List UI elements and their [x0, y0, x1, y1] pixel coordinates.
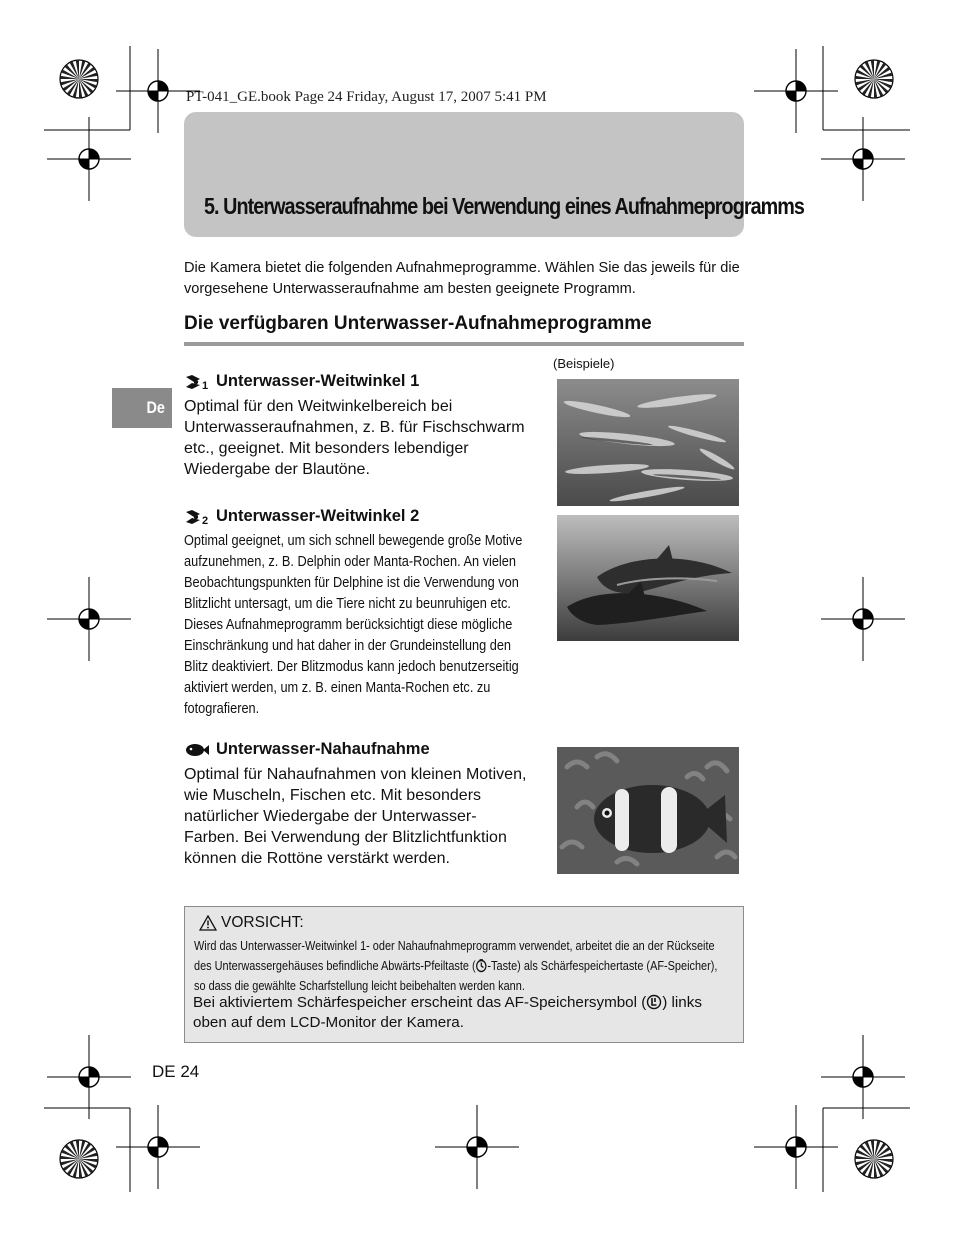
dolphins-photo — [557, 515, 739, 641]
svg-text:2: 2 — [202, 514, 209, 526]
af-lock-icon — [646, 994, 662, 1010]
language-tab — [112, 388, 172, 428]
star-target-icon — [855, 60, 893, 98]
barracuda-school-photo — [557, 379, 739, 506]
page-number: DE 24 — [152, 1062, 200, 1081]
registration-target-icon — [435, 1105, 519, 1189]
registration-target-icon — [754, 49, 838, 133]
star-target-icon — [855, 1140, 893, 1178]
program-1-text: Optimal für den Weitwinkelbereich bei Unterwasseraufnahmen, z. B. für Fischschwarm etc., geeignet. Mit besonders lebendiger Wiedergabe der Blautöne. — [184, 398, 525, 478]
self-timer-icon — [476, 959, 488, 973]
program-2-text: Optimal geeignet, um sich schnell bewegende große Motive aufzunehmen, z. B. Delphin oder Manta-Rochen. An vielen Beobachtungspunkten für Delphine ist die Verwendung von Blitzlicht untersagt, um die Tiere nicht zu beunruhigen etc. Dieses Aufnahmeprogramm berücksichtigt diese mögliche Einschränkung und hat daher in der Grundeinstellung den Blitz deaktiviert. Der Blitzmodus kann jedoch benutzerseitig aktiviert werden, um z. B. einen Manta-Rochen etc. zu fotografieren. — [184, 533, 523, 717]
caution-af-lock-part1: Bei aktiviertem Schärfespeicher erscheint das AF-Speichersymbol ( — [193, 994, 647, 1011]
svg-text:1: 1 — [202, 379, 209, 391]
language-tab-label: De — [146, 398, 166, 417]
caution-title: VORSICHT: — [221, 914, 304, 931]
underwater-wide1-icon — [184, 373, 210, 391]
section-rule — [184, 342, 744, 346]
registration-target-icon — [116, 1105, 200, 1189]
program-3-text: Optimal für Nahaufnahmen von kleinen Motiven, wie Muscheln, Fischen etc. Mit besonders natürlicher Wiedergabe der Unterwasser-Farben. Bei Verwendung der Blitzlichtfunktion können die Rottöne verstärkt werden. — [184, 766, 527, 867]
chapter-title: 5. Unterwasseraufnahme bei Verwendung eines Aufnahmeprogramms — [204, 193, 804, 219]
registration-target-icon — [754, 1105, 838, 1189]
program-1 — [184, 372, 529, 480]
caution-af-lock — [193, 993, 738, 1033]
program-2-title: Unterwasser-Weitwinkel 2 — [216, 507, 420, 525]
intro-paragraph: Die Kamera bietet die folgenden Aufnahmeprogramme. Wählen Sie das jeweils für die vorgesehene Unterwasseraufnahme am besten geeignete Programm. — [184, 260, 740, 297]
underwater-wide2-icon — [184, 508, 210, 526]
registration-target-icon — [821, 1035, 905, 1119]
program-1-title: Unterwasser-Weitwinkel 1 — [216, 372, 420, 390]
star-target-icon — [60, 60, 98, 98]
program-2 — [184, 507, 574, 720]
registration-target-icon — [821, 577, 905, 661]
program-3 — [184, 740, 529, 869]
underwater-macro-icon — [184, 741, 210, 759]
program-2-heading — [184, 507, 574, 526]
book-header: PT-041_GE.book Page 24 Friday, August 17, 2007 5:41 PM — [186, 89, 547, 105]
warning-triangle-icon — [199, 915, 217, 931]
registration-target-icon — [47, 577, 131, 661]
section-heading: Die verfügbaren Unterwasser-Aufnahmeprogramme — [184, 313, 652, 334]
caution-note — [194, 936, 732, 996]
program-3-title: Unterwasser-Nahaufnahme — [216, 740, 430, 758]
caution-af-lock-part2: ) links oben auf dem LCD-Monitor der Kamera. — [193, 994, 702, 1031]
caution-note-part2: -Taste) als Schärfespeichertaste (AF-Speicher), so dass die gewählte Scharfstellung leicht beibehalten werden kann. — [194, 958, 718, 993]
clownfish-photo — [557, 747, 739, 874]
program-3-heading — [184, 740, 529, 759]
caution-heading — [199, 914, 304, 932]
registration-target-icon — [47, 1035, 131, 1119]
caution-note-part1: Wird das Unterwasser-Weitwinkel 1- oder Nahaufnahmeprogramm verwendet, arbeitet die an der Rückseite des Unterwassergehäuses befindliche Abwärts-Pfeiltaste ( — [194, 938, 715, 973]
star-target-icon — [60, 1140, 98, 1178]
program-1-heading — [184, 372, 529, 391]
examples-label: (Beispiele) — [553, 356, 615, 371]
